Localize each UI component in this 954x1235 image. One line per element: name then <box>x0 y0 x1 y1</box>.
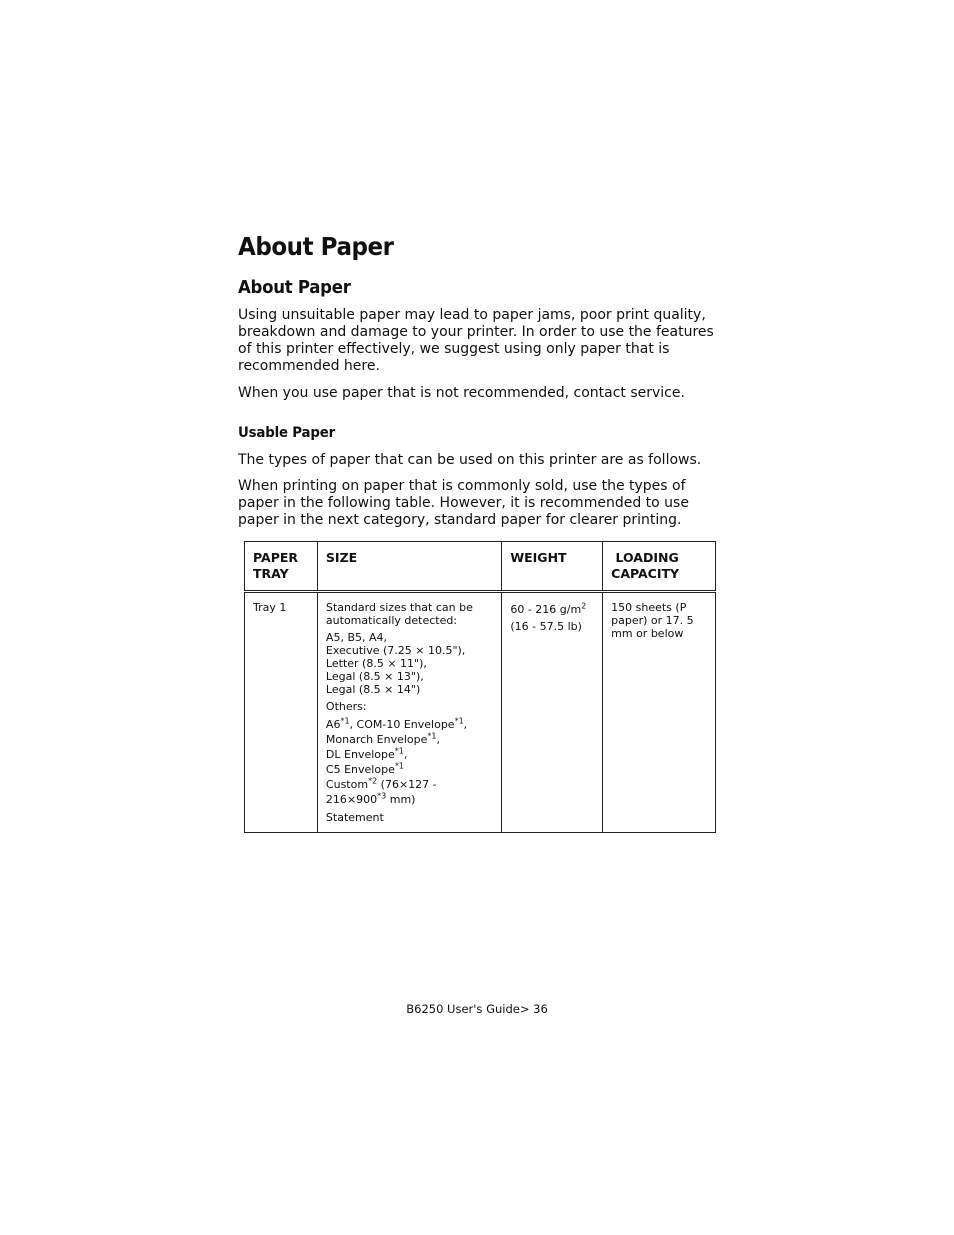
intro-paragraph: Using unsuitable paper may lead to paper jams, poor print quality, breakdown and damage to your printer. In order to use the features of this printer effectively, we suggest using only paper that is recommended here. <box>238 307 714 374</box>
weight-metric-line <box>510 603 594 616</box>
table-row <box>245 592 716 833</box>
standard-size: Letter (8.5 × 11"), <box>325 657 427 670</box>
page-footer: B6250 User's Guide> 36 <box>406 1002 548 1016</box>
custom-dims: (76×127 - 216×900 <box>325 778 437 806</box>
custom-dims-unit: mm) <box>386 793 416 806</box>
footnote-mark: *1 <box>394 761 404 771</box>
section-title: About Paper <box>238 277 351 298</box>
footnote-mark: *2 <box>368 776 378 786</box>
contact-service-paragraph: When you use paper that is not recommended, contact service. <box>238 385 685 401</box>
other-size-list <box>326 717 493 807</box>
weight-metric: 60 - 216 g/m <box>510 603 582 616</box>
page-title: About Paper <box>238 232 394 261</box>
standard-size-list <box>326 631 493 696</box>
standard-size: Legal (8.5 × 13"), <box>325 670 424 683</box>
header-size: SIZE <box>317 542 501 592</box>
size-custom: Custom <box>325 778 369 791</box>
size-statement: Statement <box>325 811 384 824</box>
separator: , <box>403 748 408 761</box>
footnote-mark: *1 <box>394 746 404 756</box>
weight-cell <box>502 592 603 833</box>
header-paper-tray: PAPER TRAY <box>245 542 318 592</box>
separator: , <box>436 733 440 746</box>
size-monarch: Monarch Envelope <box>325 733 428 746</box>
size-dl: DL Envelope <box>325 748 395 761</box>
standard-size: A5, B5, A4, <box>325 631 387 644</box>
footnote-mark: *1 <box>427 731 437 741</box>
weight-imperial: (16 - 57.5 lb) <box>510 620 582 633</box>
size-intro: Standard sizes that can be automatically detected: <box>325 601 473 627</box>
footnote-mark: *1 <box>340 716 350 726</box>
size-cell <box>317 592 501 833</box>
footnote-mark: *3 <box>377 791 387 801</box>
header-loading-capacity: LOADING CAPACITY <box>603 542 716 592</box>
paper-types-paragraph: The types of paper that can be used on this printer are as follows. <box>238 452 702 468</box>
standard-size: Legal (8.5 × 14") <box>325 683 421 696</box>
capacity-cell: 150 sheets (P paper) or 17. 5 mm or below <box>603 592 716 833</box>
size-a6: A6 <box>325 718 341 731</box>
standard-size: Executive (7.25 × 10.5"), <box>325 644 466 657</box>
table-header-row <box>245 542 716 592</box>
footnote-mark: *1 <box>454 716 464 726</box>
size-com10: , COM-10 Envelope <box>349 718 455 731</box>
header-weight: WEIGHT <box>502 542 603 592</box>
squared-mark: 2 <box>581 601 587 611</box>
commonly-sold-paragraph: When printing on paper that is commonly sold, use the types of paper in the following table. However, it is recommended to use paper in the next category, standard paper for clearer printing. <box>238 478 689 528</box>
subsection-title: Usable Paper <box>238 425 335 441</box>
tray-cell: Tray 1 <box>245 592 318 833</box>
separator: , <box>463 718 468 731</box>
size-c5: C5 Envelope <box>325 763 395 776</box>
usable-paper-table <box>244 541 716 833</box>
others-label: Others: <box>325 700 367 713</box>
